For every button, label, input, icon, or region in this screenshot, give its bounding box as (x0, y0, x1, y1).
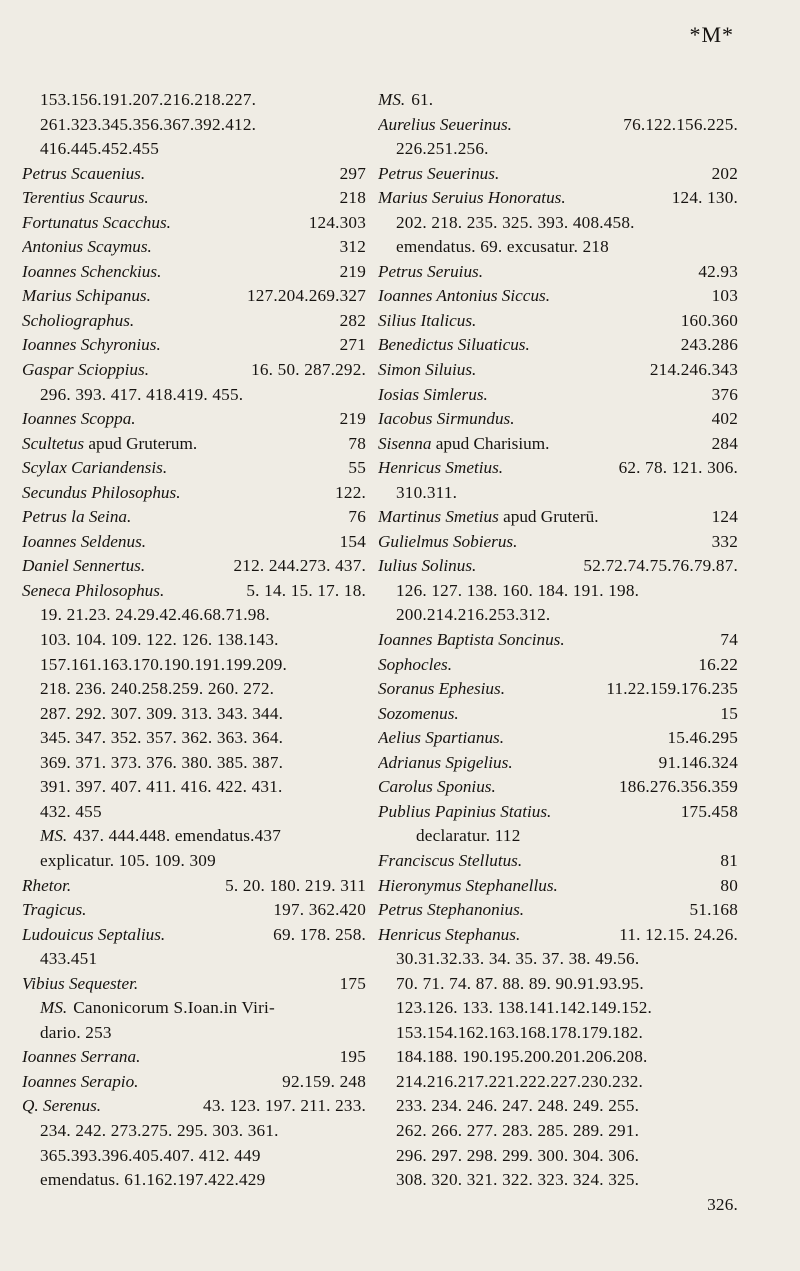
index-entry (22, 505, 366, 530)
entry-pages: 126. 127. 138. 160. 184. 191. 198. (396, 580, 640, 600)
index-entry (22, 775, 366, 800)
index-entry (22, 824, 366, 849)
entry-pages: 310.311. (396, 482, 458, 502)
index-entry (22, 1144, 366, 1169)
index-entry (22, 653, 366, 678)
entry-pages: 437. 444.448. emendatus.437 (73, 826, 282, 846)
entry-pages: 282 (339, 310, 366, 330)
entry-pages: 160.360 (680, 310, 738, 330)
entry-pages: emendatus. 61.162.197.422.429 (40, 1170, 266, 1190)
index-entry (22, 530, 366, 555)
entry-pages: 287. 292. 307. 309. 313. 343. 344. (40, 703, 284, 723)
index-entry (22, 923, 366, 948)
entry-pages: 43. 123. 197. 211. 233. (203, 1096, 366, 1116)
entry-pages: 11. 12.15. 24.26. (619, 924, 738, 944)
entry-name: Iulius Solinus. (378, 556, 477, 576)
index-entry (22, 88, 366, 113)
entry-name: Petrus Seuerinus. (378, 163, 500, 183)
entry-name: Henricus Stephanus. (378, 924, 521, 944)
entry-pages: 226.251.256. (396, 139, 489, 159)
entry-name: Iacobus Sirmundus. (378, 409, 515, 429)
entry-name-note: apud Charisium. (431, 433, 550, 453)
index-entry (378, 1119, 738, 1144)
index-entry (378, 1021, 738, 1046)
entry-name: MS. (40, 826, 68, 846)
index-entry (378, 456, 738, 481)
index-entry (22, 309, 366, 334)
page-number: *M* (689, 22, 734, 47)
entry-pages: 61. (411, 90, 434, 109)
entry-name: Ioannes Serapio. (22, 1071, 139, 1091)
entry-pages: 154 (339, 531, 366, 551)
entry-name: Gaspar Scioppius. (22, 360, 150, 380)
index-entry (22, 1021, 366, 1046)
index-entry (378, 137, 738, 162)
entry-name-note: apud Gruterū. (498, 507, 599, 527)
index-entry (22, 898, 366, 923)
entry-pages: explicatur. 105. 109. 309 (40, 850, 216, 870)
entry-name-note: apud Gruterum. (84, 433, 198, 453)
entry-pages: 15.46.295 (667, 728, 738, 748)
entry-pages: 184.188. 190.195.200.201.206.208. (396, 1047, 648, 1067)
entry-name: Petrus Scauenius. (22, 163, 146, 183)
index-entry (22, 554, 366, 579)
index-entry (378, 874, 738, 899)
entry-pages: 42.93 (698, 261, 738, 281)
index-entry (378, 530, 738, 555)
entry-pages: 214.246.343 (649, 360, 738, 380)
index-entry (378, 972, 738, 997)
entry-pages: 369. 371. 373. 376. 380. 385. 387. (40, 752, 284, 772)
entry-pages: 308. 320. 321. 322. 323. 324. 325. (396, 1170, 640, 1190)
entry-pages: 175.458 (680, 801, 738, 821)
index-entry (22, 947, 366, 972)
entry-name: Silius Italicus. (378, 310, 477, 330)
entry-pages: 74 (720, 630, 738, 650)
entry-pages: 5. 14. 15. 17. 18. (246, 580, 366, 600)
index-entry (22, 481, 366, 506)
entry-name: Scholiographus. (22, 310, 135, 330)
entry-pages: 51.168 (689, 900, 738, 920)
entry-name: Marius Schipanus. (22, 286, 151, 306)
entry-pages: 76 (348, 507, 366, 527)
entry-pages: 214.216.217.221.222.227.230.232. (396, 1071, 644, 1091)
entry-name: Sozomenus. (378, 703, 459, 723)
index-entry (378, 432, 738, 457)
entry-name: Ioannes Schyronius. (22, 335, 161, 355)
entry-pages: 218. 236. 240.258.259. 260. 272. (40, 679, 275, 699)
index-entry (378, 1193, 738, 1218)
entry-pages: 124.303 (308, 212, 366, 232)
index-entry (22, 677, 366, 702)
index-entry (378, 653, 738, 678)
entry-pages: 218 (339, 188, 366, 208)
entry-pages: 52.72.74.75.76.79.87. (583, 556, 738, 576)
entry-name: Scultetus apud Gruterum. (22, 433, 198, 453)
entry-pages: 70. 71. 74. 87. 88. 89. 90.91.93.95. (396, 973, 644, 993)
index-entry (378, 186, 738, 211)
index-entry (378, 996, 738, 1021)
entry-pages: 92.159. 248 (282, 1071, 366, 1091)
entry-pages: emendatus. 69. excusatur. 218 (396, 237, 609, 257)
entry-pages: 326. (707, 1194, 738, 1214)
entry-pages: declaratur. 112 (416, 826, 521, 846)
entry-pages: 123.126. 133. 138.141.142.149.152. (396, 998, 653, 1018)
entry-pages: 11.22.159.176.235 (606, 679, 738, 699)
entry-pages: 76.122.156.225. (623, 114, 738, 134)
entry-pages: 284 (711, 433, 738, 453)
index-entry (378, 726, 738, 751)
entry-name: Daniel Sennertus. (22, 556, 146, 576)
entry-pages: 219 (339, 261, 366, 281)
entry-pages: 81 (720, 850, 738, 870)
entry-name: Publius Papinius Statius. (378, 801, 552, 821)
index-entry (378, 923, 738, 948)
entry-pages: 416.445.452.455 (40, 139, 160, 159)
entry-pages: 16.22 (698, 654, 738, 674)
entry-name: Ioannes Scoppa. (22, 409, 136, 429)
entry-name: Ioannes Baptista Soncinus. (378, 630, 565, 650)
entry-name: Carolus Sponius. (378, 777, 496, 797)
entry-pages: 433.451 (40, 949, 98, 969)
index-entry (378, 260, 738, 285)
index-entry (22, 162, 366, 187)
index-entry (22, 996, 366, 1021)
index-entry (22, 579, 366, 604)
entry-pages: 157.161.163.170.190.191.199.209. (40, 654, 288, 674)
index-entry (22, 751, 366, 776)
index-entry (22, 1119, 366, 1144)
index-entry (22, 260, 366, 285)
entry-name: Iosias Simlerus. (378, 384, 488, 404)
entry-pages: 30.31.32.33. 34. 35. 37. 38. 49.56. (396, 949, 640, 969)
index-entry (22, 1168, 366, 1193)
entry-pages: 402 (711, 409, 738, 429)
entry-pages: 234. 242. 273.275. 295. 303. 361. (40, 1120, 279, 1140)
entry-name: Sisenna apud Charisium. (378, 433, 550, 453)
entry-pages: 5. 20. 180. 219. 311 (225, 875, 366, 895)
entry-pages: Canonicorum S.Ioan.in Viri- (73, 998, 275, 1018)
entry-pages: 91.146.324 (658, 752, 738, 772)
entry-name: Petrus la Seina. (22, 507, 132, 527)
entry-name: Marius Seruius Honoratus. (378, 188, 566, 208)
entry-pages: 332 (711, 531, 738, 551)
entry-pages: 233. 234. 246. 247. 248. 249. 255. (396, 1096, 640, 1116)
entry-pages: 202 (711, 163, 738, 183)
entry-pages: 122. (335, 482, 366, 502)
entry-name: Fortunatus Scacchus. (22, 212, 171, 232)
entry-name: Simon Siluius. (378, 360, 477, 380)
index-entry (22, 383, 366, 408)
index-entry (378, 235, 738, 260)
entry-name: Adrianus Spigelius. (378, 752, 513, 772)
index-entry (22, 1094, 366, 1119)
entry-pages: 153.156.191.207.216.218.227. (40, 90, 257, 109)
index-entry (22, 358, 366, 383)
index-entry (22, 432, 366, 457)
index-entry (378, 628, 738, 653)
index-entry (378, 775, 738, 800)
index-entry (378, 407, 738, 432)
index-entry (22, 407, 366, 432)
index-entry (378, 481, 738, 506)
entry-name: Henricus Smetius. (378, 458, 504, 478)
index-entry (378, 113, 738, 138)
entry-name: Soranus Ephesius. (378, 679, 506, 699)
entry-pages: 262. 266. 277. 283. 285. 289. 291. (396, 1120, 640, 1140)
index-entry (22, 333, 366, 358)
index-entry (22, 800, 366, 825)
entry-pages: 212. 244.273. 437. (233, 556, 366, 576)
entry-pages: 312 (339, 237, 366, 257)
entry-name: Aurelius Seuerinus. (378, 114, 512, 134)
entry-name: Gulielmus Sobierus. (378, 531, 518, 551)
index-entry (378, 751, 738, 776)
entry-pages: 78 (348, 433, 366, 453)
entry-name: Ioannes Serrana. (22, 1047, 141, 1067)
entry-pages: 127.204.269.327 (246, 286, 366, 306)
entry-name: Petrus Seruius. (378, 261, 484, 281)
entry-pages: 296. 393. 417. 418.419. 455. (40, 384, 244, 404)
entry-pages: 345. 347. 352. 357. 362. 363. 364. (40, 728, 284, 748)
index-entry (22, 1070, 366, 1095)
entry-pages: 15 (720, 703, 738, 723)
index-entry (378, 579, 738, 604)
index-entry (378, 554, 738, 579)
index-entry (378, 383, 738, 408)
entry-name: MS. (40, 998, 68, 1018)
index-entry (378, 211, 738, 236)
entry-pages: 296. 297. 298. 299. 300. 304. 306. (396, 1145, 640, 1165)
entry-pages: 55 (348, 458, 366, 478)
entry-pages: 153.154.162.163.168.178.179.182. (396, 1022, 644, 1042)
index-entry (378, 1094, 738, 1119)
entry-pages: 16. 50. 287.292. (251, 360, 366, 380)
index-entry (378, 358, 738, 383)
index-entry (22, 726, 366, 751)
index-entry (378, 505, 738, 530)
entry-pages: 365.393.396.405.407. 412. 449 (40, 1145, 261, 1165)
entry-name: Ioannes Seldenus. (22, 531, 147, 551)
index-entry (378, 849, 738, 874)
entry-pages: 200.214.216.253.312. (396, 605, 551, 625)
entry-name: Ioannes Schenckius. (22, 261, 162, 281)
entry-name: Terentius Scaurus. (22, 188, 149, 208)
index-entry (378, 1070, 738, 1095)
entry-name: Ioannes Antonius Siccus. (378, 286, 551, 306)
index-entry (22, 235, 366, 260)
index-entry (378, 1144, 738, 1169)
index-entry (378, 1168, 738, 1193)
entry-pages: 195 (339, 1047, 366, 1067)
entry-pages: 19. 21.23. 24.29.42.46.68.71.98. (40, 605, 270, 625)
index-entry (22, 849, 366, 874)
entry-pages: dario. 253 (40, 1022, 112, 1042)
index-entry (378, 162, 738, 187)
entry-pages: 69. 178. 258. (273, 924, 366, 944)
entry-name: Rhetor. (22, 875, 72, 895)
entry-pages: 103. 104. 109. 122. 126. 138.143. (40, 630, 279, 650)
index-entry (22, 1045, 366, 1070)
index-entry (22, 211, 366, 236)
entry-name: Vibius Sequester. (22, 973, 139, 993)
index-entry (378, 88, 738, 113)
entry-pages: 297 (339, 163, 366, 183)
index-entry (378, 947, 738, 972)
entry-name: Scylax Cariandensis. (22, 458, 168, 478)
index-entry (378, 603, 738, 628)
index-column-right (378, 88, 738, 1217)
entry-pages: 197. 362.420 (273, 900, 366, 920)
entry-pages: 202. 218. 235. 325. 393. 408.458. (396, 212, 635, 232)
entry-pages: 432. 455 (40, 801, 102, 821)
entry-pages: 243.286 (680, 335, 738, 355)
entry-name: Secundus Philosophus. (22, 482, 181, 502)
index-entry (22, 702, 366, 727)
entry-pages: 62. 78. 121. 306. (618, 458, 738, 478)
entry-name: MS. (378, 90, 406, 109)
entry-pages: 391. 397. 407. 411. 416. 422. 431. (40, 777, 283, 797)
entry-name: Antonius Scaymus. (22, 237, 152, 257)
entry-pages: 376 (711, 384, 738, 404)
index-entry (22, 186, 366, 211)
entry-pages: 175 (339, 973, 366, 993)
index-entry (378, 309, 738, 334)
index-entry (378, 1045, 738, 1070)
index-entry (378, 800, 738, 825)
index-entry (22, 456, 366, 481)
entry-pages: 261.323.345.356.367.392.412. (40, 114, 257, 134)
index-entry (378, 677, 738, 702)
entry-name: Benedictus Siluaticus. (378, 335, 530, 355)
index-entry (378, 824, 738, 849)
entry-pages: 124 (711, 507, 738, 527)
index-entry (22, 874, 366, 899)
entry-name: Ludouicus Septalius. (22, 924, 166, 944)
index-entry (22, 603, 366, 628)
entry-pages: 80 (720, 875, 738, 895)
entry-name: Petrus Stephanonius. (378, 900, 525, 920)
entry-name: Seneca Philosophus. (22, 580, 165, 600)
index-column-left (22, 88, 366, 1193)
entry-pages: 124. 130. (671, 188, 738, 208)
index-entry (378, 702, 738, 727)
entry-name: Sophocles. (378, 654, 452, 674)
index-entry (22, 972, 366, 997)
index-entry (22, 137, 366, 162)
index-entry (378, 333, 738, 358)
entry-name: Tragicus. (22, 900, 87, 920)
entry-pages: 103 (711, 286, 738, 306)
entry-pages: 186.276.356.359 (618, 777, 738, 797)
entry-name: Franciscus Stellutus. (378, 850, 523, 870)
entry-pages: 219 (339, 409, 366, 429)
entry-name: Hieronymus Stephanellus. (378, 875, 558, 895)
entry-name: Martinus Smetius apud Gruterū. (378, 507, 599, 527)
entry-pages: 271 (339, 335, 366, 355)
index-entry (22, 628, 366, 653)
index-entry (378, 284, 738, 309)
entry-name: Aelius Spartianus. (378, 728, 505, 748)
index-entry (378, 898, 738, 923)
index-entry (22, 284, 366, 309)
entry-name: Q. Serenus. (22, 1096, 102, 1116)
index-entry (22, 113, 366, 138)
